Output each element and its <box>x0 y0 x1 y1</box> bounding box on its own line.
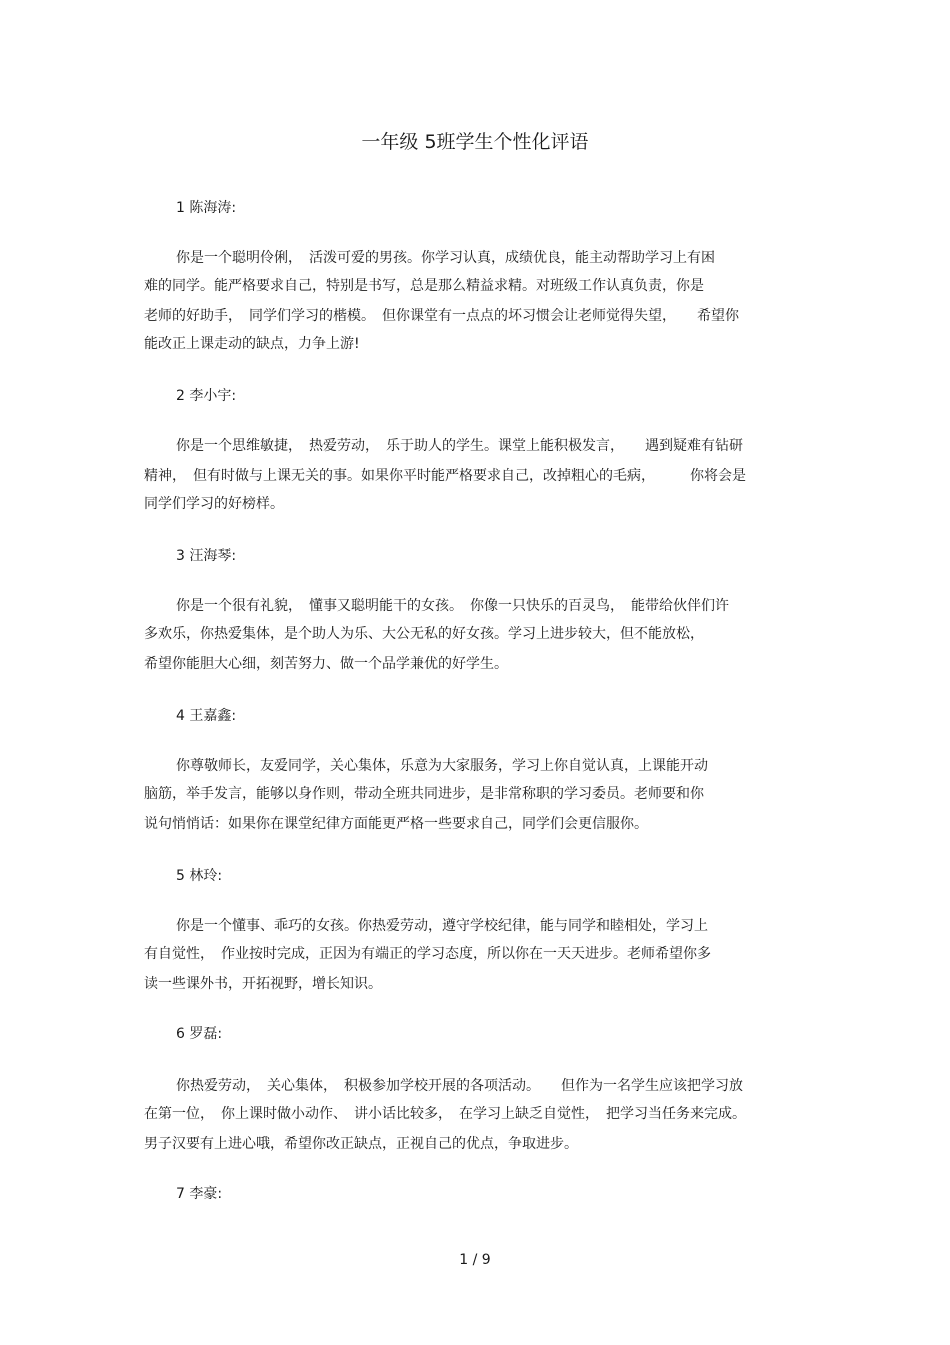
entry-text-line: 你是一个懂事、乖巧的女孩。你热爱劳动，遵守学校纪律，能与同学和睦相处，学习上 <box>176 918 708 934</box>
entry-heading: 3 汪海琴: <box>176 548 237 564</box>
entry-text-line: 你是一个很有礼貌， 懂事又聪明能干的女孩。 你像一只快乐的百灵鸟， 能带给伙伴们许 <box>176 598 729 614</box>
entry-text-line: 希望你能胆大心细，刻苦努力、做一个品学兼优的好学生。 <box>144 656 508 672</box>
entry-text-line: 精神， 但有时做与上课无关的事。如果你平时能严格要求自己，改掉粗心的毛病， 你将会是 <box>144 468 746 484</box>
entry-text-line: 说句悄悄话：如果你在课堂纪律方面能更严格一些要求自己，同学们会更信服你。 <box>144 816 648 832</box>
entry-heading: 7 李豪: <box>176 1186 223 1202</box>
page-number: 1 / 9 <box>459 1252 491 1268</box>
entry-text-line: 你热爱劳动， 关心集体， 积极参加学校开展的各项活动。 但作为一名学生应该把学习放 <box>176 1078 743 1094</box>
entry-heading: 5 林玲: <box>176 868 223 884</box>
entry-text-line: 你是一个思维敏捷， 热爱劳动， 乐于助人的学生。课堂上能积极发言， 遇到疑难有钻研 <box>176 438 743 454</box>
entry-text-line: 你是一个聪明伶俐， 活泼可爱的男孩。你学习认真，成绩优良，能主动帮助学习上有困 <box>176 250 715 266</box>
entry-heading: 2 李小宇: <box>176 388 237 404</box>
entry-text-line: 难的同学。能严格要求自己，特别是书写，总是那么精益求精。对班级工作认真负责，你是 <box>144 278 704 294</box>
entry-heading: 1 陈海涛: <box>176 200 237 216</box>
entry-text-line: 多欢乐，你热爱集体，是个助人为乐、大公无私的好女孩。学习上进步较大，但不能放松， <box>144 626 704 642</box>
entry-text-line: 在第一位， 你上课时做小动作、 讲小话比较多， 在学习上缺乏自觉性， 把学习当任务来完成。 <box>144 1106 746 1122</box>
document-title: 一年级 5班学生个性化评语 <box>361 131 589 153</box>
entry-heading: 4 王嘉鑫: <box>176 708 237 724</box>
entry-text-line: 老师的好助手， 同学们学习的楷模。 但你课堂有一点点的坏习惯会让老师觉得失望， 希望你 <box>144 308 739 324</box>
entry-text-line: 能改正上课走动的缺点，力争上游! <box>144 336 360 352</box>
entry-text-line: 脑筋，举手发言，能够以身作则，带动全班共同进步，是非常称职的学习委员。老师要和你 <box>144 786 704 802</box>
entry-text-line: 男子汉要有上进心哦，希望你改正缺点，正视自己的优点，争取进步。 <box>144 1136 578 1152</box>
entry-text-line: 有自觉性， 作业按时完成，正因为有端正的学习态度，所以你在一天天进步。老师希望你多 <box>144 946 711 962</box>
entry-heading: 6 罗磊: <box>176 1026 223 1042</box>
entry-text-line: 你尊敬师长，友爱同学，关心集体，乐意为大家服务，学习上你自觉认真，上课能开动 <box>176 758 708 774</box>
entry-text-line: 同学们学习的好榜样。 <box>144 496 284 512</box>
entry-text-line: 读一些课外书，开拓视野，增长知识。 <box>144 976 382 992</box>
